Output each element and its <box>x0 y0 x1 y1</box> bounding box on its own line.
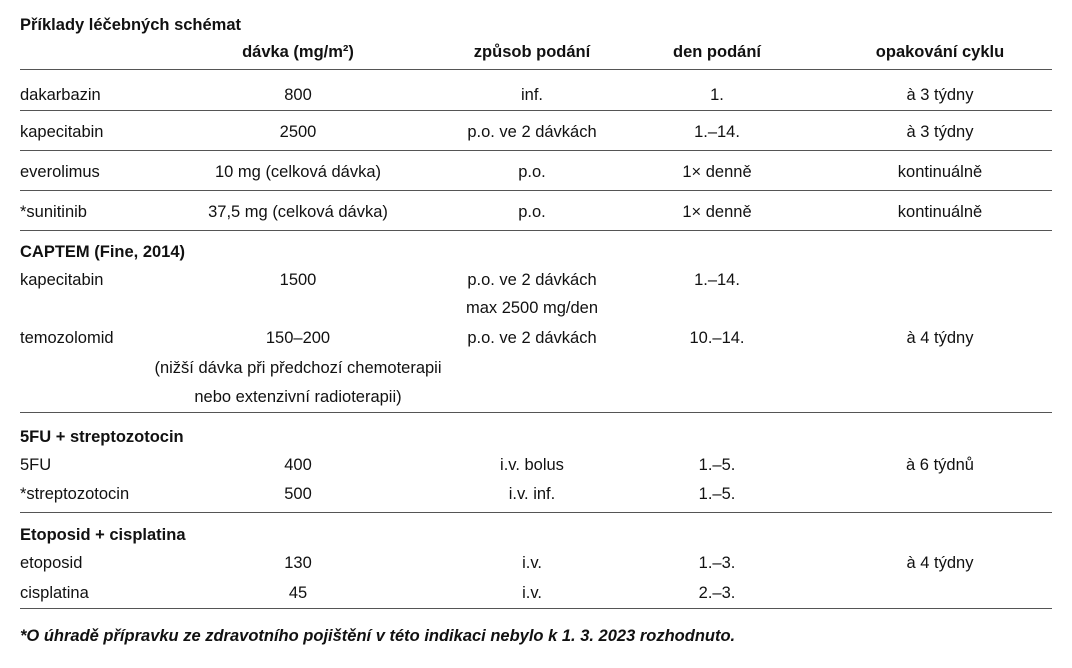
day: 1.–14. <box>694 123 740 141</box>
route: p.o. ve 2 dávkách <box>467 123 597 141</box>
drug: kapecitabin <box>20 271 104 289</box>
drug: kapecitabin <box>20 123 104 141</box>
cycle: kontinuálně <box>897 203 983 221</box>
route: p.o. ve 2 dávkách <box>467 329 597 347</box>
table-row-note <box>0 298 1072 318</box>
header-route: způsob podání <box>473 43 591 61</box>
day: 1.–14. <box>694 271 740 289</box>
dose: 37,5 mg (celková dávka) <box>208 203 388 221</box>
drug: temozolomid <box>20 329 114 347</box>
cycle: kontinuálně <box>897 163 983 181</box>
divider <box>20 190 1052 191</box>
drug: *sunitinib <box>20 203 87 221</box>
route: p.o. ve 2 dávkách <box>467 271 597 289</box>
divider <box>20 150 1052 151</box>
table-row <box>0 484 1072 504</box>
table-title: Příklady léčebných schémat <box>20 16 242 34</box>
table-row <box>0 583 1072 603</box>
header-day: den podání <box>673 43 761 61</box>
day: 2.–3. <box>698 584 736 602</box>
day: 10.–14. <box>689 329 745 347</box>
cycle: à 4 týdny <box>906 329 974 347</box>
cycle: à 6 týdnů <box>906 456 974 474</box>
divider <box>20 608 1052 609</box>
route: i.v. <box>522 554 542 572</box>
divider <box>20 230 1052 231</box>
header-dose: dávka (mg/m²) <box>242 43 354 61</box>
table-row <box>0 328 1072 348</box>
dose: 10 mg (celková dávka) <box>215 163 381 181</box>
drug: *streptozotocin <box>20 485 130 503</box>
divider <box>20 412 1052 413</box>
table-row <box>0 553 1072 573</box>
section-heading: Etoposid + cisplatina <box>20 526 186 544</box>
cycle: à 3 týdny <box>906 123 974 141</box>
table-row <box>0 270 1072 290</box>
table-row-note <box>0 387 1072 407</box>
section-heading-row <box>0 242 1072 262</box>
table-row <box>0 455 1072 475</box>
route: p.o. <box>518 203 546 221</box>
day: 1.–3. <box>698 554 736 572</box>
table-title-row <box>0 15 1072 35</box>
drug: dakarbazin <box>20 86 101 104</box>
dose: 150–200 <box>265 329 331 347</box>
divider <box>20 512 1052 513</box>
drug: etoposid <box>20 554 83 572</box>
divider <box>20 69 1052 70</box>
route: i.v. bolus <box>500 456 564 474</box>
dose: 45 <box>288 584 308 602</box>
drug: 5FU <box>20 456 52 474</box>
dose: 400 <box>284 456 312 474</box>
section-heading-row <box>0 427 1072 447</box>
drug: everolimus <box>20 163 100 181</box>
day: 1× denně <box>682 203 752 221</box>
day: 1.–5. <box>698 456 736 474</box>
dose: 2500 <box>279 123 317 141</box>
footnote: *O úhradě přípravku ze zdravotního pojištění v této indikaci nebylo k 1. 3. 2023 rozhodnuto. <box>20 627 736 645</box>
table-row <box>0 122 1072 142</box>
dose: 500 <box>284 485 312 503</box>
drug: cisplatina <box>20 584 89 602</box>
route: i.v. <box>522 584 542 602</box>
section-heading: CAPTEM (Fine, 2014) <box>20 243 186 261</box>
day: 1.–5. <box>698 485 736 503</box>
table-row-note <box>0 358 1072 378</box>
header-cycle: opakování cyklu <box>875 43 1005 61</box>
section-heading: 5FU + streptozotocin <box>20 428 184 446</box>
cycle: à 3 týdny <box>906 86 974 104</box>
route: i.v. inf. <box>508 485 556 503</box>
header-row <box>0 42 1072 62</box>
section-heading-row <box>0 525 1072 545</box>
table-row <box>0 202 1072 222</box>
dose: 130 <box>284 554 312 572</box>
dose-note: (nižší dávka při předchozí chemoterapii <box>154 359 442 377</box>
day: 1× denně <box>682 163 752 181</box>
divider <box>20 110 1052 111</box>
table-row <box>0 162 1072 182</box>
dose: 800 <box>284 86 312 104</box>
route-note: max 2500 mg/den <box>465 299 599 317</box>
route: inf. <box>520 86 543 104</box>
day: 1. <box>710 86 724 104</box>
cycle: à 4 týdny <box>906 554 974 572</box>
table-row <box>0 85 1072 105</box>
dose-note: nebo extenzivní radioterapii) <box>194 388 402 406</box>
route: p.o. <box>518 163 546 181</box>
dose: 1500 <box>279 271 317 289</box>
